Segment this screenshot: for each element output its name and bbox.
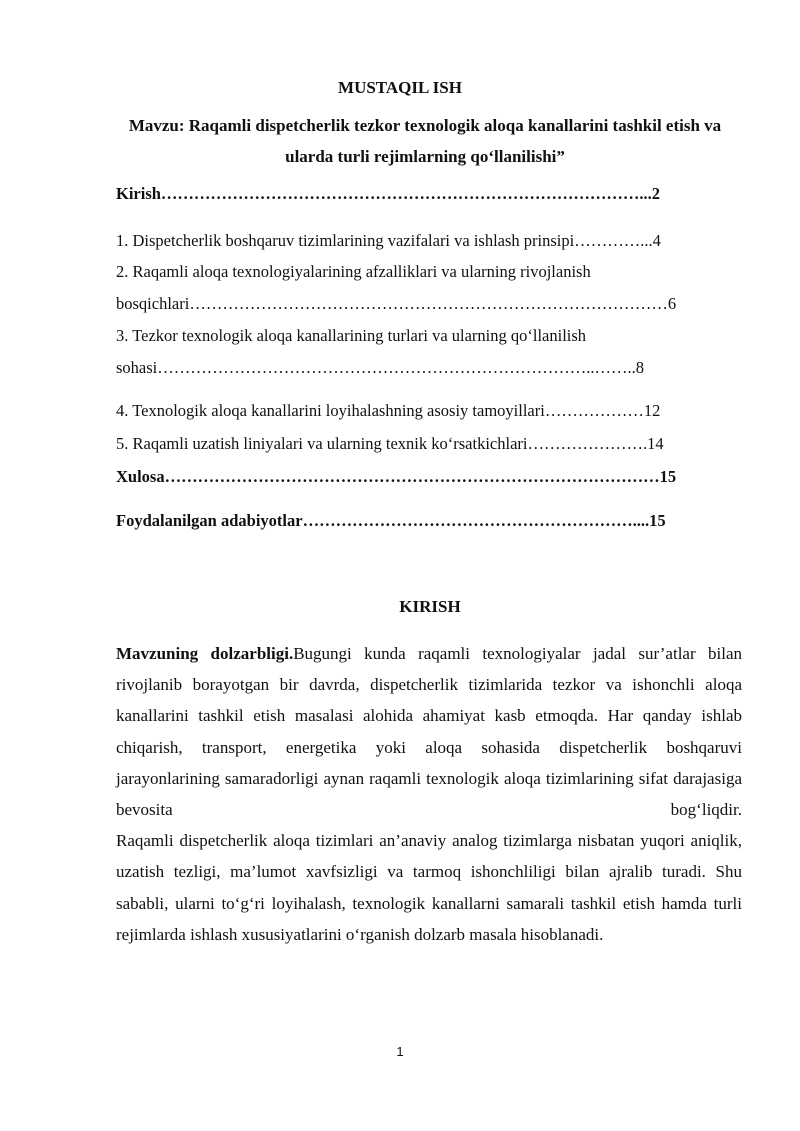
toc-entry-2: 2. Raqamli aloqa texnologiyalarining afzalliklari va ularning rivojlanish	[116, 262, 591, 281]
toc-entry-xulosa: Xulosa………………………………………………………………………………15	[116, 467, 677, 486]
toc-entry-adabiyotlar: Foydalanilgan adabiyotlar……………………………………………………....15	[116, 511, 666, 530]
intro-body	[116, 638, 742, 950]
toc-entry-5: 5. Raqamli uzatish liniyalari va ularning texnik ko‘rsatkichlari………………….14	[116, 434, 664, 453]
toc-entry-3: 3. Tezkor texnologik aloqa kanallarining turlari va ularning qo‘llanilish	[116, 326, 587, 345]
intro-lead: Mavzuning dolzarbligi.	[116, 644, 294, 663]
document-title: MUSTAQIL ISH	[338, 78, 462, 97]
intro-paragraph-1	[116, 638, 742, 825]
toc-entry-2-cont: bosqichlari……………………………………………………………………………6	[116, 294, 677, 313]
page-number: 1	[396, 1044, 404, 1059]
intro-paragraph-2: Raqamli dispetcherlik aloqa tizimlari an’anaviy analog tizimlarga nisbatan yuqori aniqlik, uzatish tezligi, ma’lumot xavfsizligi va tarmoq ishonchliligi bilan ajralib turadi. Shu sababli, ularni to‘g‘ri loyihalash, texnologik kanallarni samarali tashkil etish hamda turli rejimlarda ishlash xususiyatlarini o‘rganish dolzarb masala hisoblanadi.	[116, 831, 742, 944]
toc-entry-1: 1. Dispetcherlik boshqaruv tizimlarining vazifalari va ishlash prinsipi…………...4	[116, 231, 661, 250]
intro-paragraph-1-text: Bugungi kunda raqamli texnologiyalar jadal sur’atlar bilan rivojlanib borayotgan bir davrda, dispetcherlik tizimlarida tezkor va ishonchli aloqa kanallarini tashkil etish masalasi alohida ahamiyat kasb etmoqda. Har qanday ishlab chiqarish, transport, energetika yoki aloqa sohasida dispetcherlik boshqaruvi jarayonlarining samaradorligi aynan raqamli texnologik aloqa tizimlarining sifat darajasiga bevosita bog‘liqdir.	[116, 644, 742, 820]
section-heading-kirish: KIRISH	[399, 597, 461, 616]
toc-entry-4: 4. Texnologik aloqa kanallarini loyihalashning asosiy tamoyillari………………12	[116, 401, 661, 420]
toc-entry-3-cont: sohasi……………………………………………………………………..……..8	[116, 358, 644, 377]
toc-entry-kirish: Kirish……………………………………………………………………………...2	[116, 184, 661, 203]
document-subject: Mavzu: Raqamli dispetcherlik tezkor texnologik aloqa kanallarini tashkil etish va ularda turli rejimlarning qo‘llanilishi”	[128, 116, 722, 166]
